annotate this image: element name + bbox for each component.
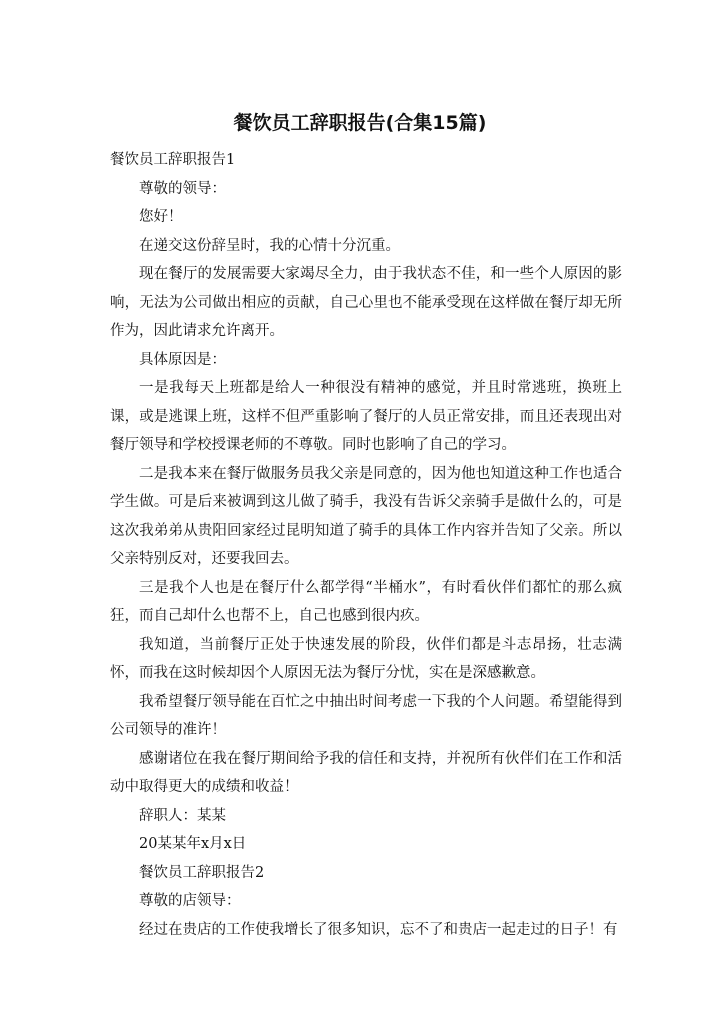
paragraph: 您好！ (139, 209, 183, 225)
paragraph: 三是我个人也是在餐厅什么都学得“半桶水”，有时看伙伴们都忙的那么疯狂，而自己却什么也帮不上，自己也感到很内疚。 (110, 579, 622, 624)
paragraph: 在递交这份辞呈时，我的心情十分沉重。 (139, 237, 400, 254)
paragraph: 二是我本来在餐厅做服务员我父亲是同意的，因为他也知道这种工作也适合学生做。可是后来被调到这儿做了骑手，我没有告诉父亲骑手是做什么的，可是这次我弟弟从贵阳回家经过昆明知道了骑手的具体工作内容并告知了父亲。所以父亲特别反对，还要我回去。 (110, 465, 622, 567)
paragraph: 具体原因是： (139, 351, 226, 368)
paragraph: 尊敬的店领导： (139, 893, 241, 909)
document-title: 餐饮员工辞职报告(合集15篇) (233, 112, 487, 134)
paragraph: 餐饮员工辞职报告2 (139, 864, 265, 881)
document-body (110, 146, 622, 944)
paragraph: 感谢诸位在我在餐厅期间给予我的信任和支持，并祝所有伙伴们在工作和活动中取得更大的成绩和收益！ (110, 750, 622, 795)
paragraph: 经过在贵店的工作使我增长了很多知识，忘不了和贵店一起走过的日子！有 (139, 921, 618, 938)
paragraph: 现在餐厅的发展需要大家竭尽全力，由于我状态不佳，和一些个人原因的影响，无法为公司做出相应的贡献，自己心里也不能承受现在这样做在餐厅却无所作为，因此请求允许离开。 (110, 266, 622, 339)
paragraph: 20某某年x月x日 (139, 836, 247, 852)
paragraph: 我知道，当前餐厅正处于快速发展的阶段，伙伴们都是斗志昂扬，壮志满怀，而我在这时候却因个人原因无法为餐厅分忧，实在是深感歉意。 (110, 636, 622, 681)
section-heading: 餐饮员工辞职报告1 (110, 152, 236, 168)
paragraph: 我希望餐厅领导能在百忙之中抽出时间考虑一下我的个人问题。希望能得到公司领导的准许！ (110, 693, 622, 738)
paragraph: 尊敬的领导： (139, 180, 226, 197)
paragraph: 一是我每天上班都是给人一种很没有精神的感觉，并且时常逃班，换班上课，或是逃课上班，这样不但严重影响了餐厅的人员正常安排，而且还表现出对餐厅领导和学校授课老师的不尊敬。同时也影响了自己的学习。 (110, 380, 622, 453)
paragraph: 辞职人：某某 (139, 807, 226, 824)
